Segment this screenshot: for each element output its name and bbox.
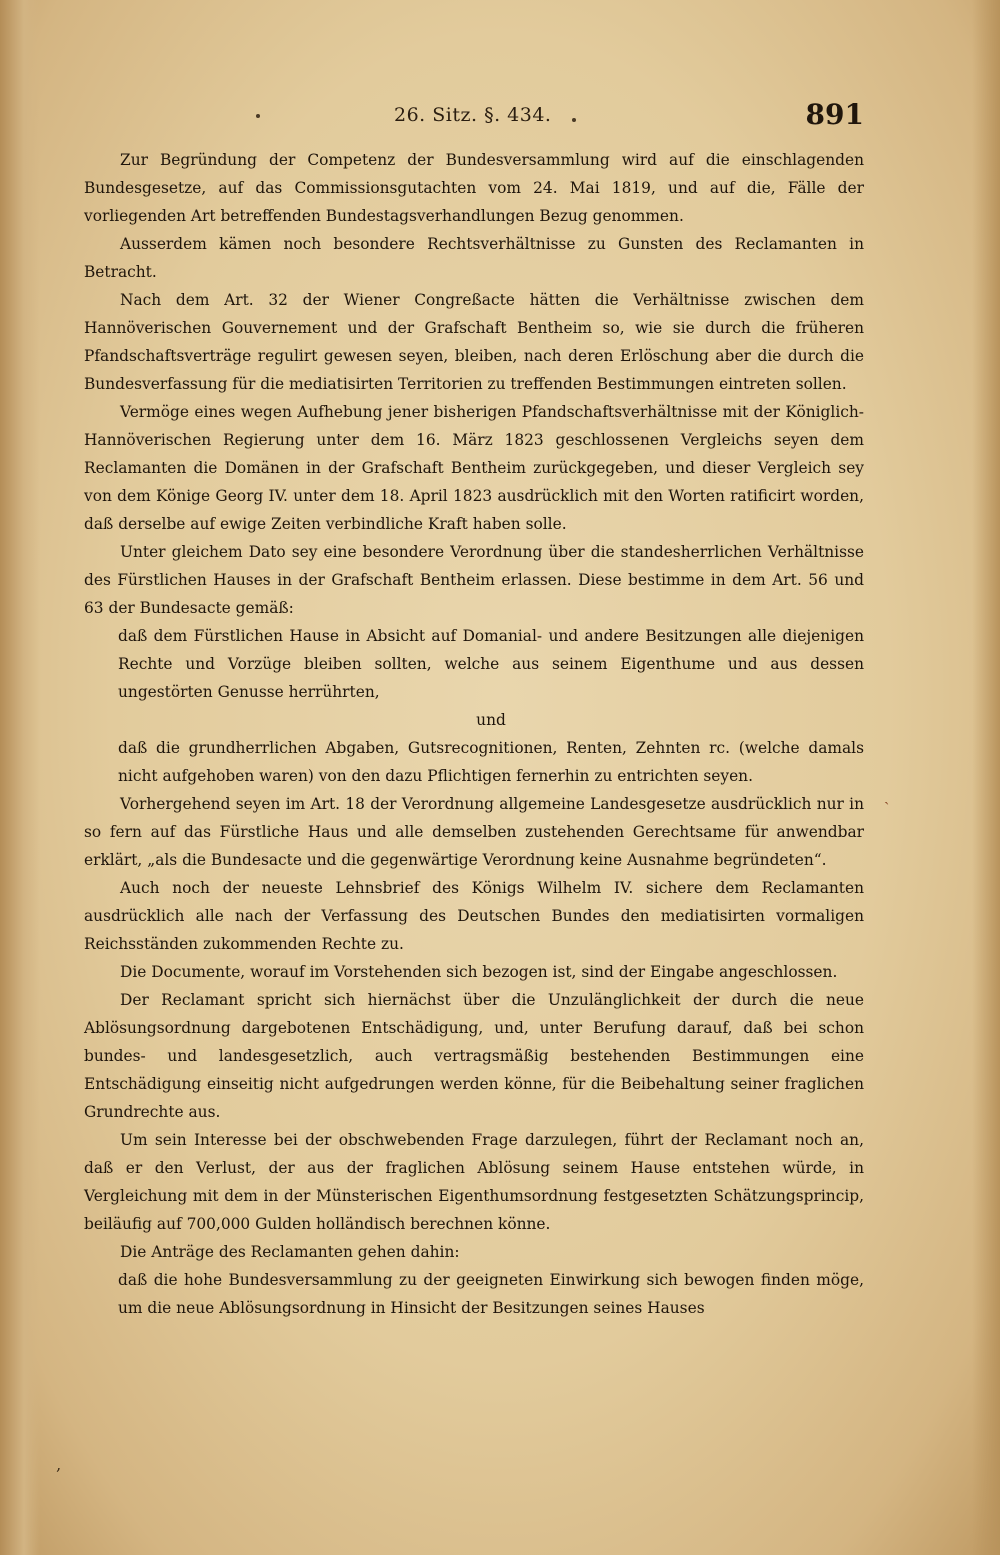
page-number: 891 [805, 98, 864, 131]
page-shadow-right [972, 0, 1000, 1555]
body-text [84, 146, 864, 1322]
paragraph-interest: Um sein Interesse bei der obschwebenden Frage darzulegen, führt der Reclamant noch an, daß er den Verlust, der aus der fraglichen Ablösung seinem Hause entstehen würde, in Vergleichung mit dem in der Münsterischen Eigenthumsordnung festgesetzten Schätzungsprincip, beiläufig auf 700,000 Gulden holländisch berechnen könne. [84, 1131, 864, 1233]
quote-motion: daß die hohe Bundesversammlung zu der geeigneten Einwirkung sich bewogen finden möge, um die neue Ablösungsordnung in Hinsicht der Besitzungen seines Hauses [118, 1271, 864, 1317]
paragraph-ordinance: Unter gleichem Dato sey eine besondere Verordnung über die standesherrlichen Verhältnisse des Fürstlichen Hauses in der Grafschaft Bentheim erlassen. Diese bestimme in dem Art. 56 und 63 der Bundesacte gemäß: [84, 543, 864, 617]
paragraph-compensation: Der Reclamant spricht sich hiernächst über die Unzulänglichkeit der durch die neue Ablösungsordnung dargebotenen Entschädigung, und, unter Berufung darauf, daß bei schon bundes- und landesgesetzlich, auch vertragsmäßig bestehenden Bestimmungen eine Entschädigung einseitig nicht aufgedrungen werden könne, für die Beibehaltung seiner fraglichen Grundrechte aus. [84, 991, 864, 1121]
margin-mark-bottom: ‚ [56, 1455, 62, 1474]
paragraph-competence: Zur Begründung der Competenz der Bundesversammlung wird auf die einschlagenden Bundesgesetze, auf das Commissionsgutachten vom 24. Mai 1819, und auf die, Fälle der vorliegenden Art betreffenden Bundestagsverhandlungen Bezug genommen. [84, 151, 864, 225]
paragraph-documents: Die Documente, worauf im Vorstehenden sich bezogen ist, sind der Eingabe angeschlossen. [120, 963, 838, 981]
margin-mark-right: ˎ [884, 786, 890, 805]
paragraph-motions: Die Anträge des Reclamanten gehen dahin: [120, 1243, 460, 1261]
running-head: 26. Sitz. §. 434. [394, 104, 552, 126]
paragraph-fief-letter: Auch noch der neueste Lehnsbrief des Königs Wilhelm IV. sichere dem Reclamanten ausdrücklich alle nach der Verfassung des Deutschen Bundes den mediatisirten vormaligen Reichsständen zukommenden Rechte zu. [84, 879, 864, 953]
page-shadow-left [0, 0, 40, 1555]
paragraph-legal-relations: Ausserdem kämen noch besondere Rechtsverhältnisse zu Gunsten des Reclamanten in Betracht. [84, 235, 864, 281]
quote-conjunction: und [476, 711, 506, 729]
paragraph-settlement: Vermöge eines wegen Aufhebung jener bisherigen Pfandschaftsverhältnisse mit der Königlich-Hannöverischen Regierung unter dem 16. März 1823 geschlossenen Vergleichs seyen dem Reclamanten die Domänen in der Grafschaft Bentheim zurückgegeben, und dieser Vergleich sey von dem Könige Georg IV. unter dem 18. April 1823 ausdrücklich mit den Worten ratificirt worden, daß derselbe auf ewige Zeiten verbindliche Kraft haben solle. [84, 403, 864, 533]
header-dot-right [572, 118, 576, 122]
header-dot-left [256, 114, 260, 118]
page-header [84, 96, 864, 138]
paragraph-congress-act: Nach dem Art. 32 der Wiener Congreßacte hätten die Verhältnisse zwischen dem Hannöverischen Gouvernement und der Grafschaft Bentheim so, wie sie durch die früheren Pfandschaftsverträge regulirt gewesen seyen, bleiben, nach deren Erlöschung aber die durch die Bundesverfassung für die mediatisirten Territorien zu treffenden Bestimmungen eintreten sollen. [84, 291, 864, 393]
paragraph-article-18: Vorhergehend seyen im Art. 18 der Verordnung allgemeine Landesgesetze ausdrücklich nur in so fern auf das Fürstliche Haus und alle demselben zustehenden Gerechtsame für anwendbar erklärt, „als die Bundesacte und die gegenwärtige Verordnung keine Ausnahme begründeten“. [84, 795, 864, 869]
quote-levies: daß die grundherrlichen Abgaben, Gutsrecognitionen, Renten, Zehnten rc. (welche damals nicht aufgehoben waren) von den dazu Pflichtigen fernerhin zu entrichten seyen. [118, 739, 864, 785]
quote-rights: daß dem Fürstlichen Hause in Absicht auf Domanial- und andere Besitzungen alle diejenigen Rechte und Vorzüge bleiben sollten, welche aus seinem Eigenthume und aus dessen ungestörten Genusse herrührten, [118, 627, 864, 701]
